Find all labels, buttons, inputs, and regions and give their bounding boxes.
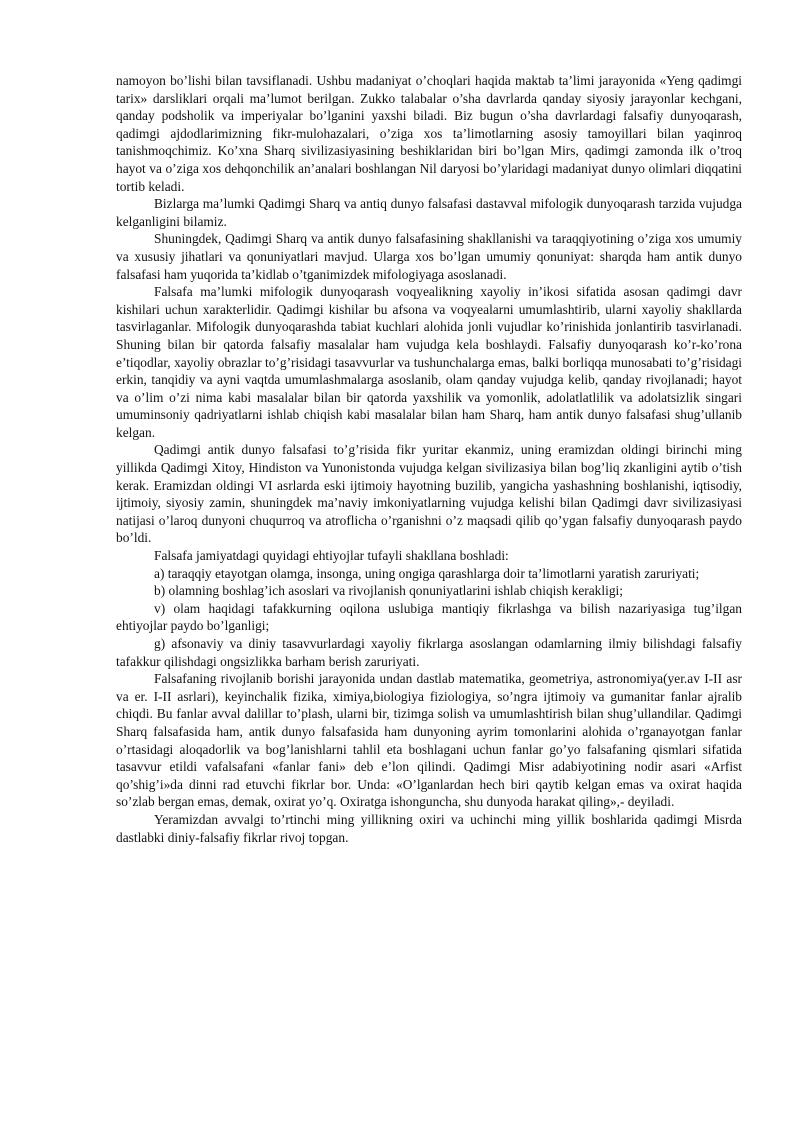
document-page [116, 72, 742, 846]
paragraph: Shuningdek, Qadimgi Sharq va antik dunyo falsafasining shakllanishi va taraqqiyotining o’ziga xos umumiy va xususiy jihatlari va qonuniyatlari mavjud. Ularga xos bo’lgan umumiy qonuniyat: sharqda ham antik dunyo falsafasi ham yuqorida ta’kidlab o’tganimizdek mifologiyaga asoslanadi. [116, 231, 742, 282]
list-item-a: a) taraqqiy etayotgan olamga, insonga, uning ongiga qarashlarga doir ta’limotlarni yaratish zaruriyati; [154, 565, 700, 581]
list-item-v: v) olam haqidagi tafakkurning oqilona uslubiga mantiqiy fikrlashga va bilish nazariyasiga tug’ilgan ehtiyojlar paydo bo’lganligi; [116, 600, 742, 634]
paragraph: Falsafa ma’lumki mifologik dunyoqarash voqyealikning xayoliy in’ikosi sifatida asosan qadimgi davr kishilari uchun xarakterlidir. Qadimgi kishilar bu afsona va voqyealarni umumlashtirib, ularni xayoliy shakllarda tasvirlaganlar. Mifologik dunyoqarashda tabiat kuchlari alohida jonli vujudlar ko’rinishida jonlantirib tasvirlanadi. Shuning bilan bir qatorda falsafiy masalalar ham vujudga kela boshlaydi. Falsafiy dunyoqarash ko’r-ko’rona e’tiqodlar, xayoliy obrazlar to’g’risidagi tasavvurlar va tushunchalarga emas, balki borliqqa munosabati to’g’risidagi erkin, tanqidiy va ayni vaqtda umumlashmalarga asoslanib, olam qanday vujudga kelib, qanday rivojlanadi; hayot va o’lim o’zi nima kabi masalalar bilan bir qatorda yaxshilik va yomonlik, adolatlatlilik va adolatsizlik singari umuminsoniy qadriyatlarni ishlab chiqish kabi masalalar bilan ham Sharq, ham antik dunyo falsafasi shug’ullanib kelgan. [116, 284, 742, 440]
list-item-g: g) afsonaviy va diniy tasavvurlardagi xayoliy fikrlarga asoslangan odamlarning ilmiy bilishdagi falsafiy tafakkur qilishdagi ongsizlikka barham berish zaruriyati. [116, 636, 742, 669]
paragraph: Qadimgi antik dunyo falsafasi to’g’risida fikr yuritar ekanmiz, uning eramizdan oldingi birinchi ming yillikda Qadimgi Xitoy, Hindiston va Yunonistonda vujudga kelgan sivilizasiya bilan bog’liq zkanligini aytib o’tish kerak. Eramizdan oldingi VI asrlarda eski ijtimoiy hayotning buzilib, yangicha yashashning boshlanishi, iqtisodiy, ijtimoiy, siyosiy zamin, shuningdek ma’naviy imkoniyatlarning vujudga kelishi bilan Qadimgi davr sivilizasiyasi natijasi o’laroq dunyoni chuqurroq va atroflicha o’rganishni o’z maqsadi qilib qo’ygan falsafiy dunyoqarash paydo bo’ldi. [116, 442, 742, 546]
paragraph-continuation: namoyon bo’lishi bilan tavsiflanadi. Ushbu madaniyat o’choqlari haqida maktab ta’limi jarayonida «Yeng qadimgi tarix» darsliklari orqali ma’lumot berilgan. Zukko talabalar o’sha davrlarda qanday siyosiy jarayonlar kechgani, qanday podsholik va imperiyalar bo’lganini yaxshi biladi. Biz bugun o’sha davrlardagi falsafiy dunyoqarash, qadimgi ajdodlarimizning fikr-mulohazalari, o’ziga xos ta’limotlarning asosiy tamoyillari bilan yaqinroq tanishmoqchimiz. Ko’xna Sharq sivilizasiyasining beshiklaridan biri bo’lgan Mirs, qadimgi zamonda ilk o’troq hayot va o’ziga xos dehqonchilik an’analari boshlangan Nil daryosi bo’ylaridagi madaniyat dunyo olimlari diqqatini tortib keladi. [116, 73, 742, 194]
paragraph: Bizlarga ma’lumki Qadimgi Sharq va antiq dunyo falsafasi dastavval mifologik dunyoqarash tarzida vujudga kelganligini bilamiz. [116, 196, 742, 229]
list-item-b: b) olamning boshlag’ich asoslari va rivojlanish qonuniyatlarini ishlab chiqish kerakligi; [154, 583, 623, 599]
paragraph: Falsafaning rivojlanib borishi jarayonida undan dastlab matematika, geometriya, astronomiya(yer.av I-II asr va er. I-II asrlari), keyinchalik fizika, ximiya,biologiya fiziologiya, so’ngra ijtimoiy va gumanitar fanlar ajralib chiqdi. Bu fanlar avval dalillar to’plash, ularni bir, tizimga solish va umumlashtirish bilan shug’ullandilar. Qadimgi Sharq falsafasida ham, antik dunyo falsafasida ham dunyoning ayrim tomonlarini alohida o’rganayotgan fanlar o’rtasidagi aloqadorlik va bog’lanishlarni tahlil eta boshlagani uchun fanlar go’yo falsafaning qismlari sifatida tasavvur etildi vafalsafani «fanlar fani» deb e’lon qilindi. Qadimgi Misr adabiyotining nodir asari «Arfist qo’shig’i»da dinni rad etuvchi fikrlar bor. Unda: «O’lganlardan hech biri qaytib kelgan emas va oxirat haqida so’zlab bergan emas, demak, oxirat yo’q. Oxiratga ishonguncha, shu dunyoda harakat qiling»,- deyiladi. [116, 671, 742, 810]
paragraph: Falsafa jamiyatdagi quyidagi ehtiyojlar tufayli shakllana boshladi: [154, 548, 509, 564]
paragraph: Yeramizdan avvalgi to’rtinchi ming yillikning oxiri va uchinchi ming yillik boshlarida qadimgi Misrda dastlabki diniy-falsafiy fikrlar rivoj topgan. [116, 811, 742, 845]
